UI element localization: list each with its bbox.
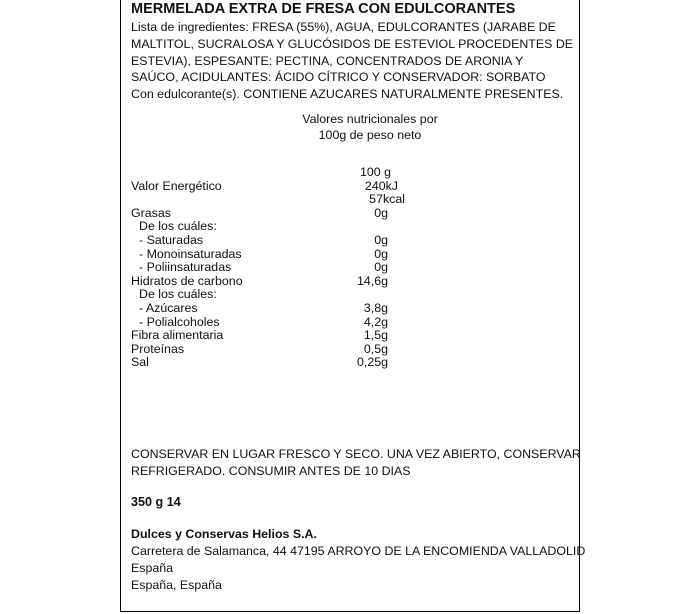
nutrition-header-line: Valores nutricionales por bbox=[302, 112, 438, 126]
nutrition-row bbox=[131, 288, 411, 302]
nutrition-row bbox=[131, 220, 411, 234]
nutrition-row bbox=[131, 180, 411, 194]
nutrition-label: Proteínas bbox=[131, 341, 185, 356]
nutrition-row bbox=[131, 329, 411, 343]
nutrition-label: Hidratos de carbono bbox=[131, 273, 243, 288]
company-info bbox=[131, 526, 585, 594]
nutrition-row bbox=[131, 207, 411, 221]
nutrition-value: 14,6g bbox=[356, 273, 388, 288]
nutrition-header bbox=[300, 111, 440, 143]
ingredients-line: ESTEVIA), ESPESANTE: PECTINA, CONCENTRADOS DE ARONIA Y bbox=[131, 53, 524, 68]
nutrition-row bbox=[131, 261, 411, 275]
company-country: España, España bbox=[131, 578, 222, 592]
nutrition-row bbox=[131, 234, 411, 248]
nutrition-row bbox=[131, 193, 411, 207]
net-weight: 350 g 14 bbox=[131, 495, 181, 509]
company-address: Carretera de Salamanca, 44 47195 ARROYO DE LA ENCOMIENDA VALLADOLID bbox=[131, 544, 586, 558]
nutrition-label: De los cuáles: bbox=[139, 219, 217, 234]
nutrition-row bbox=[131, 343, 411, 357]
nutrition-label: De los cuáles: bbox=[139, 287, 217, 302]
nutrition-label: - Polialcoholes bbox=[139, 314, 220, 329]
nutrition-row bbox=[131, 248, 411, 262]
nutrition-label: Fibra alimentaria bbox=[131, 328, 224, 343]
nutrition-row bbox=[131, 316, 411, 330]
nutrition-row bbox=[131, 166, 411, 180]
nutrition-header-line: 100g de peso neto bbox=[318, 128, 422, 142]
nutrition-value: 0g bbox=[374, 246, 388, 261]
nutrition-label: - Saturadas bbox=[139, 232, 204, 247]
ingredients-line: MALTITOL, SUCRALOSA Y GLUCÓSIDOS DE ESTEVIOL PROCEDENTES DE bbox=[131, 36, 574, 51]
nutrition-table bbox=[131, 166, 411, 370]
ingredients-line: Lista de ingredientes: FRESA (55%), AGUA, EDULCORANTES (JARABE DE bbox=[131, 20, 556, 34]
nutrition-value: 0,25g bbox=[356, 355, 388, 370]
nutrition-label: - Monoinsaturadas bbox=[139, 246, 242, 261]
nutrition-label: - Azúcares bbox=[139, 300, 198, 315]
ingredients-line: SAÚCO, ACIDULANTES: ÁCIDO CÍTRICO Y CONSERVADOR: SORBATO bbox=[131, 70, 546, 85]
nutrition-value: 240kJ bbox=[364, 178, 398, 193]
nutrition-row bbox=[131, 302, 411, 316]
storage-line: REFRIGERADO. CONSUMIR ANTES DE 10 DIAS bbox=[131, 464, 411, 478]
nutrition-label: Sal bbox=[131, 355, 149, 370]
nutrition-value: 0g bbox=[374, 232, 388, 247]
nutrition-value: 4,2g bbox=[363, 314, 388, 329]
nutrition-value: 0g bbox=[374, 205, 388, 220]
product-title: MERMELADA EXTRA DE FRESA CON EDULCORANTES bbox=[131, 1, 516, 17]
nutrition-label: Grasas bbox=[131, 205, 171, 220]
ingredients-list bbox=[131, 19, 576, 103]
nutrition-label: Valor Energético bbox=[131, 178, 222, 193]
nutrition-value: 3,8g bbox=[363, 300, 388, 315]
nutrition-value: 0g bbox=[374, 260, 388, 275]
nutrition-label: - Poliinsaturadas bbox=[139, 260, 232, 275]
company-country: España bbox=[131, 561, 174, 575]
nutrition-row bbox=[131, 275, 411, 289]
nutrition-value: 0,5g bbox=[363, 341, 388, 356]
ingredients-line: Con edulcorante(s). CONTIENE AZUCARES NATURALMENTE PRESENTES. bbox=[131, 87, 564, 102]
nutrition-value: 1,5g bbox=[363, 328, 388, 343]
nutrition-row bbox=[131, 356, 411, 370]
nutrition-value: 100 g bbox=[359, 165, 391, 179]
company-name: Dulces y Conservas Helios S.A. bbox=[131, 527, 317, 541]
nutrition-value: 57kcal bbox=[369, 192, 405, 207]
storage-line: CONSERVAR EN LUGAR FRESCO Y SECO. UNA VEZ ABIERTO, CONSERVAR bbox=[131, 447, 581, 461]
storage-instructions bbox=[131, 446, 581, 480]
